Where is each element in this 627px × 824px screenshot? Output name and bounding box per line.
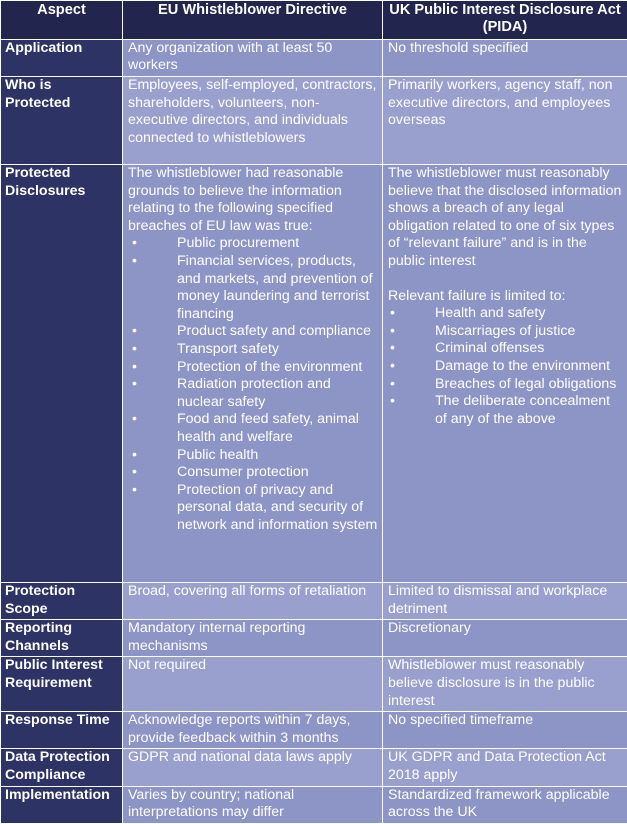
eu-breach-list: [128, 235, 378, 534]
list-item: • The deliberate concealment of any of the above: [388, 393, 623, 428]
header-eu-directive: EU Whistleblower Directive: [123, 1, 383, 40]
row-reporting-channels: [1, 620, 627, 657]
table-header: [1, 1, 627, 40]
uk-cell: Limited to dismissal and workplace detriment: [383, 583, 627, 620]
bullet-icon: •: [128, 235, 177, 253]
bullet-icon: •: [128, 464, 177, 482]
row-public-interest: [1, 657, 627, 712]
bullet-icon: •: [128, 323, 177, 341]
list-item: • Transport safety: [128, 341, 378, 359]
row-data-protection: [1, 749, 627, 786]
uk-cell: No threshold specified: [383, 39, 627, 76]
list-item: • Damage to the environment: [388, 358, 623, 376]
eu-cell: Mandatory internal reporting mechanisms: [123, 620, 383, 657]
row-application: [1, 39, 627, 76]
bullet-icon: •: [388, 393, 435, 428]
header-row: [1, 1, 627, 40]
eu-cell: Varies by country; national interpretations may differ: [123, 786, 383, 823]
eu-cell: Not required: [123, 657, 383, 712]
eu-cell: GDPR and national data laws apply: [123, 749, 383, 786]
list-item: • Product safety and compliance: [128, 323, 378, 341]
bullet-icon: •: [128, 447, 177, 465]
uk-cell: Whistleblower must reasonably believe disclosure is in the public interest: [383, 657, 627, 712]
list-item: • Consumer protection: [128, 464, 378, 482]
row-response-time: [1, 712, 627, 749]
row-implementation: [1, 786, 627, 823]
header-uk-pida: UK Public Interest Disclosure Act (PIDA): [383, 1, 627, 40]
bullet-icon: •: [128, 482, 177, 535]
spacer: [388, 271, 623, 288]
eu-cell: Employees, self-employed, contractors, shareholders, volunteers, non-executive directors, and individuals connected to whistleblowers: [123, 77, 383, 165]
list-item: • Public procurement: [128, 235, 378, 253]
uk-failure-list: [388, 305, 623, 428]
eu-disclosure-intro: The whistleblower had reasonable grounds to believe the information relating to the following specified breaches of EU law was true:: [128, 165, 378, 235]
eu-cell: Any organization with at least 50 workers: [123, 39, 383, 76]
list-item: • Radiation protection and nuclear safety: [128, 376, 378, 411]
uk-relevant-failure-heading: Relevant failure is limited to:: [388, 288, 623, 306]
aspect-cell: Response Time: [1, 712, 123, 749]
bullet-icon: •: [388, 305, 435, 323]
row-protected-disclosures: [1, 165, 627, 583]
list-item: • Breaches of legal obligations: [388, 376, 623, 394]
aspect-cell: Implementation: [1, 786, 123, 823]
aspect-cell: Who is Protected: [1, 77, 123, 165]
bullet-icon: •: [388, 358, 435, 376]
uk-cell: Discretionary: [383, 620, 627, 657]
list-item: • Protection of the environment: [128, 359, 378, 377]
eu-cell: Broad, covering all forms of retaliation: [123, 583, 383, 620]
aspect-cell: Protected Disclosures: [1, 165, 123, 583]
aspect-cell: Reporting Channels: [1, 620, 123, 657]
row-protection-scope: [1, 583, 627, 620]
bullet-icon: •: [388, 340, 435, 358]
aspect-cell: Public Interest Requirement: [1, 657, 123, 712]
bullet-icon: •: [388, 376, 435, 394]
list-item: • Financial services, products, and markets, and prevention of money laundering and terrorist financing: [128, 253, 378, 323]
uk-cell: Primarily workers, agency staff, non executive directors, and employees overseas: [383, 77, 627, 165]
bullet-icon: •: [128, 341, 177, 359]
bullet-icon: •: [128, 376, 177, 411]
list-item: • Public health: [128, 447, 378, 465]
uk-cell: [383, 165, 627, 583]
uk-cell: UK GDPR and Data Protection Act 2018 apply: [383, 749, 627, 786]
bullet-icon: •: [128, 359, 177, 377]
list-item: • Protection of privacy and personal data, and security of network and information system: [128, 482, 378, 535]
aspect-cell: Application: [1, 39, 123, 76]
list-item: • Criminal offenses: [388, 340, 623, 358]
header-aspect: Aspect: [1, 1, 123, 40]
list-item: • Health and safety: [388, 305, 623, 323]
bullet-icon: •: [128, 253, 177, 323]
aspect-cell: Protection Scope: [1, 583, 123, 620]
bullet-icon: •: [388, 323, 435, 341]
eu-cell: Acknowledge reports within 7 days, provide feedback within 3 months: [123, 712, 383, 749]
aspect-cell: Data Protection Compliance: [1, 749, 123, 786]
list-item: • Food and feed safety, animal health and welfare: [128, 411, 378, 446]
uk-cell: No specified timeframe: [383, 712, 627, 749]
row-who-is-protected: [1, 77, 627, 165]
list-item: • Miscarriages of justice: [388, 323, 623, 341]
uk-cell: Standardized framework applicable across the UK: [383, 786, 627, 823]
uk-disclosure-intro: The whistleblower must reasonably believe that the disclosed information shows a breach of any legal obligation related to one of six types of “relevant failure” and is in the public interest: [388, 165, 623, 271]
bullet-icon: •: [128, 411, 177, 446]
table-body: [1, 39, 627, 823]
eu-cell: [123, 165, 383, 583]
